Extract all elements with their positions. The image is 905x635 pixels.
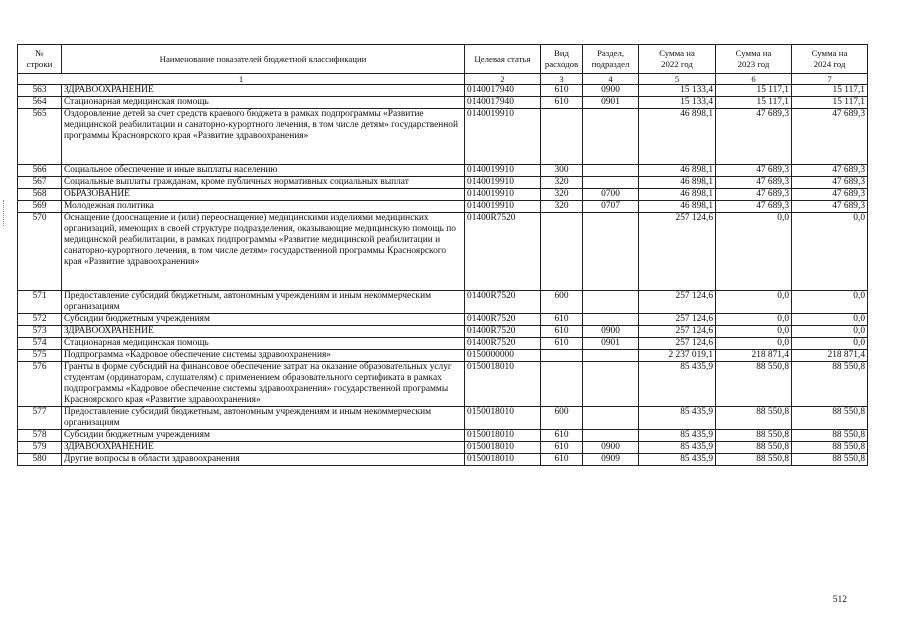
sum-2024: 218 871,4 [792,350,868,362]
target-article: 0140017940 [465,85,541,97]
row-number: 564 [18,97,62,109]
table-row [18,442,868,454]
indicator-name: Гранты в форме субсидий на финансовое обеспечение затрат на оказание образовательных услуг студентам (ординаторам, слушателям) с применением образовательного сертификата в рамках подпрограммы «Кадровое обеспечение системы здравоохранения» государственной программы Красноярского края «Развитие здравоохранения» [62,362,465,407]
table-row [18,291,868,314]
sum-2023: 15 117,1 [716,97,792,109]
expense-type: 320 [541,201,583,213]
row-number: 568 [18,189,62,201]
table-row [18,213,868,291]
target-article: 0150018010 [465,362,541,407]
sum-2022: 46 898,1 [639,177,716,189]
expense-type: 610 [541,454,583,466]
sum-2022: 257 124,6 [639,213,716,291]
expense-type: 610 [541,338,583,350]
section-code: 0900 [583,85,639,97]
indicator-name: Субсидии бюджетным учреждениям [62,314,465,326]
sum-2022: 46 898,1 [639,189,716,201]
sum-2023: 47 689,3 [716,177,792,189]
header-row-number: № строки [18,45,62,74]
sum-2024: 0,0 [792,326,868,338]
section-code [583,213,639,291]
target-article: 01400R7520 [465,213,541,291]
column-number-row [18,74,868,85]
sum-2023: 88 550,8 [716,407,792,430]
indicator-name: Стационарная медицинская помощь [62,97,465,109]
scan-edge-mark [3,200,5,226]
sum-2024: 47 689,3 [792,189,868,201]
sum-2023: 15 117,1 [716,85,792,97]
section-code [583,165,639,177]
indicator-name: Другие вопросы в области здравоохранения [62,454,465,466]
row-number: 573 [18,326,62,338]
sum-2023: 88 550,8 [716,454,792,466]
header-section: Раздел, подраздел [583,45,639,74]
sum-2024: 47 689,3 [792,177,868,189]
header-sum-2024: Сумма на 2024 год [792,45,868,74]
sum-2022: 85 435,9 [639,430,716,442]
expense-type: 610 [541,85,583,97]
row-number: 578 [18,430,62,442]
expense-type: 610 [541,442,583,454]
section-code [583,350,639,362]
page-number: 512 [832,595,847,605]
expense-type: 600 [541,291,583,314]
indicator-name: Субсидии бюджетным учреждениям [62,430,465,442]
expense-type: 610 [541,430,583,442]
sum-2024: 47 689,3 [792,165,868,177]
table-row [18,165,868,177]
sum-2023: 88 550,8 [716,430,792,442]
indicator-name: Социальные выплаты гражданам, кроме публичных нормативных социальных выплат [62,177,465,189]
target-article: 0150000000 [465,350,541,362]
expense-type: 600 [541,407,583,430]
sum-2023: 0,0 [716,291,792,314]
column-number: 2 [465,74,541,85]
table-row [18,338,868,350]
indicator-name: Оздоровление детей за счет средств краевого бюджета в рамках подпрограммы «Развитие медицинской реабилитации и санаторно-курортного лечения, в том числе детям» государственной программы Красноярского края «Развитие здравоохранения» [62,109,465,165]
row-number: 569 [18,201,62,213]
sum-2023: 0,0 [716,326,792,338]
row-number: 567 [18,177,62,189]
column-number: 1 [18,74,465,85]
indicator-name: Молодежная политика [62,201,465,213]
target-article: 0150018010 [465,454,541,466]
sum-2022: 15 133,4 [639,97,716,109]
row-number: 574 [18,338,62,350]
expense-type [541,362,583,407]
target-article: 0150018010 [465,442,541,454]
sum-2024: 88 550,8 [792,454,868,466]
sum-2023: 218 871,4 [716,350,792,362]
table-header-row [18,45,868,74]
header-sum-2023: Сумма на 2023 год [716,45,792,74]
sum-2023: 47 689,3 [716,189,792,201]
sum-2022: 85 435,9 [639,407,716,430]
table-row [18,189,868,201]
target-article: 0140019910 [465,201,541,213]
sum-2022: 257 124,6 [639,314,716,326]
indicator-name: Предоставление субсидий бюджетным, автономным учреждениям и иным некоммерческим организациям [62,291,465,314]
sum-2023: 88 550,8 [716,442,792,454]
sum-2023: 0,0 [716,314,792,326]
row-number: 571 [18,291,62,314]
header-target-article: Целевая статья [465,45,541,74]
sum-2024: 0,0 [792,291,868,314]
table-row [18,314,868,326]
row-number: 563 [18,85,62,97]
sum-2023: 47 689,3 [716,109,792,165]
sum-2024: 0,0 [792,314,868,326]
table-row [18,350,868,362]
target-article: 0140019910 [465,177,541,189]
section-code: 0901 [583,338,639,350]
expense-type [541,350,583,362]
column-number: 3 [541,74,583,85]
target-article: 01400R7520 [465,326,541,338]
section-code: 0901 [583,97,639,109]
table-row [18,430,868,442]
indicator-name: Стационарная медицинская помощь [62,338,465,350]
table-row [18,85,868,97]
sum-2022: 257 124,6 [639,291,716,314]
section-code: 0900 [583,326,639,338]
indicator-name: ЗДРАВООХРАНЕНИЕ [62,442,465,454]
row-number: 576 [18,362,62,407]
indicator-name: Предоставление субсидий бюджетным, автономным учреждениям и иным некоммерческим организациям [62,407,465,430]
indicator-name: Социальное обеспечение и иные выплаты населению [62,165,465,177]
section-code [583,314,639,326]
table-row [18,177,868,189]
expense-type: 610 [541,326,583,338]
indicator-name: ОБРАЗОВАНИЕ [62,189,465,201]
header-indicator-name: Наименование показателей бюджетной классификации [62,45,465,74]
target-article: 0150018010 [465,430,541,442]
sum-2022: 257 124,6 [639,338,716,350]
sum-2022: 46 898,1 [639,165,716,177]
sum-2022: 46 898,1 [639,201,716,213]
section-code [583,109,639,165]
column-number: 7 [792,74,868,85]
sum-2024: 88 550,8 [792,442,868,454]
sum-2022: 46 898,1 [639,109,716,165]
sum-2022: 85 435,9 [639,442,716,454]
table-row [18,201,868,213]
sum-2022: 15 133,4 [639,85,716,97]
target-article: 0140019910 [465,165,541,177]
expense-type [541,109,583,165]
table-row [18,362,868,407]
section-code: 0707 [583,201,639,213]
indicator-name: Оснащение (дооснащение и (или) переоснащение) медицинскими изделиями медицинских организаций, имеющих в своей структуре подразделения, оказывающие медицинскую помощь по медицинской реабилитации, в рамках подпрограммы «Развитие медицинской реабилитации и санаторно-курортного лечения, в том числе детям» государственной программы Красноярского края «Развитие здравоохранения» [62,213,465,291]
sum-2024: 0,0 [792,213,868,291]
section-code [583,291,639,314]
column-number: 4 [583,74,639,85]
header-expense-type: Вид расходов [541,45,583,74]
row-number: 566 [18,165,62,177]
indicator-name: ЗДРАВООХРАНЕНИЕ [62,326,465,338]
table-row [18,109,868,165]
header-sum-2022: Сумма на 2022 год [639,45,716,74]
sum-2022: 2 237 019,1 [639,350,716,362]
expense-type: 610 [541,314,583,326]
row-number: 577 [18,407,62,430]
indicator-name: Подпрограмма «Кадровое обеспечение системы здравоохранения» [62,350,465,362]
expense-type: 320 [541,189,583,201]
sum-2023: 47 689,3 [716,201,792,213]
sum-2023: 47 689,3 [716,165,792,177]
table-row [18,454,868,466]
sum-2024: 88 550,8 [792,362,868,407]
column-number: 5 [639,74,716,85]
section-code: 0900 [583,442,639,454]
sum-2024: 88 550,8 [792,430,868,442]
sum-2022: 85 435,9 [639,454,716,466]
target-article: 0150018010 [465,407,541,430]
sum-2024: 0,0 [792,338,868,350]
target-article: 0140019910 [465,189,541,201]
target-article: 0140017940 [465,97,541,109]
table-row [18,407,868,430]
section-code [583,177,639,189]
sum-2024: 15 117,1 [792,85,868,97]
target-article: 01400R7520 [465,291,541,314]
indicator-name: ЗДРАВООХРАНЕНИЕ [62,85,465,97]
row-number: 565 [18,109,62,165]
row-number: 579 [18,442,62,454]
target-article: 01400R7520 [465,338,541,350]
expense-type: 300 [541,165,583,177]
target-article: 01400R7520 [465,314,541,326]
row-number: 580 [18,454,62,466]
expense-type [541,213,583,291]
expense-type: 610 [541,97,583,109]
section-code [583,430,639,442]
target-article: 0140019910 [465,109,541,165]
table-row [18,326,868,338]
sum-2023: 88 550,8 [716,362,792,407]
sum-2024: 47 689,3 [792,201,868,213]
row-number: 572 [18,314,62,326]
row-number: 575 [18,350,62,362]
row-number: 570 [18,213,62,291]
sum-2024: 47 689,3 [792,109,868,165]
section-code [583,362,639,407]
section-code: 0700 [583,189,639,201]
table-row [18,97,868,109]
column-number: 6 [716,74,792,85]
sum-2023: 0,0 [716,338,792,350]
sum-2022: 85 435,9 [639,362,716,407]
section-code: 0909 [583,454,639,466]
sum-2022: 257 124,6 [639,326,716,338]
expense-type: 320 [541,177,583,189]
sum-2023: 0,0 [716,213,792,291]
section-code [583,407,639,430]
sum-2024: 88 550,8 [792,407,868,430]
budget-table [17,44,868,466]
sum-2024: 15 117,1 [792,97,868,109]
